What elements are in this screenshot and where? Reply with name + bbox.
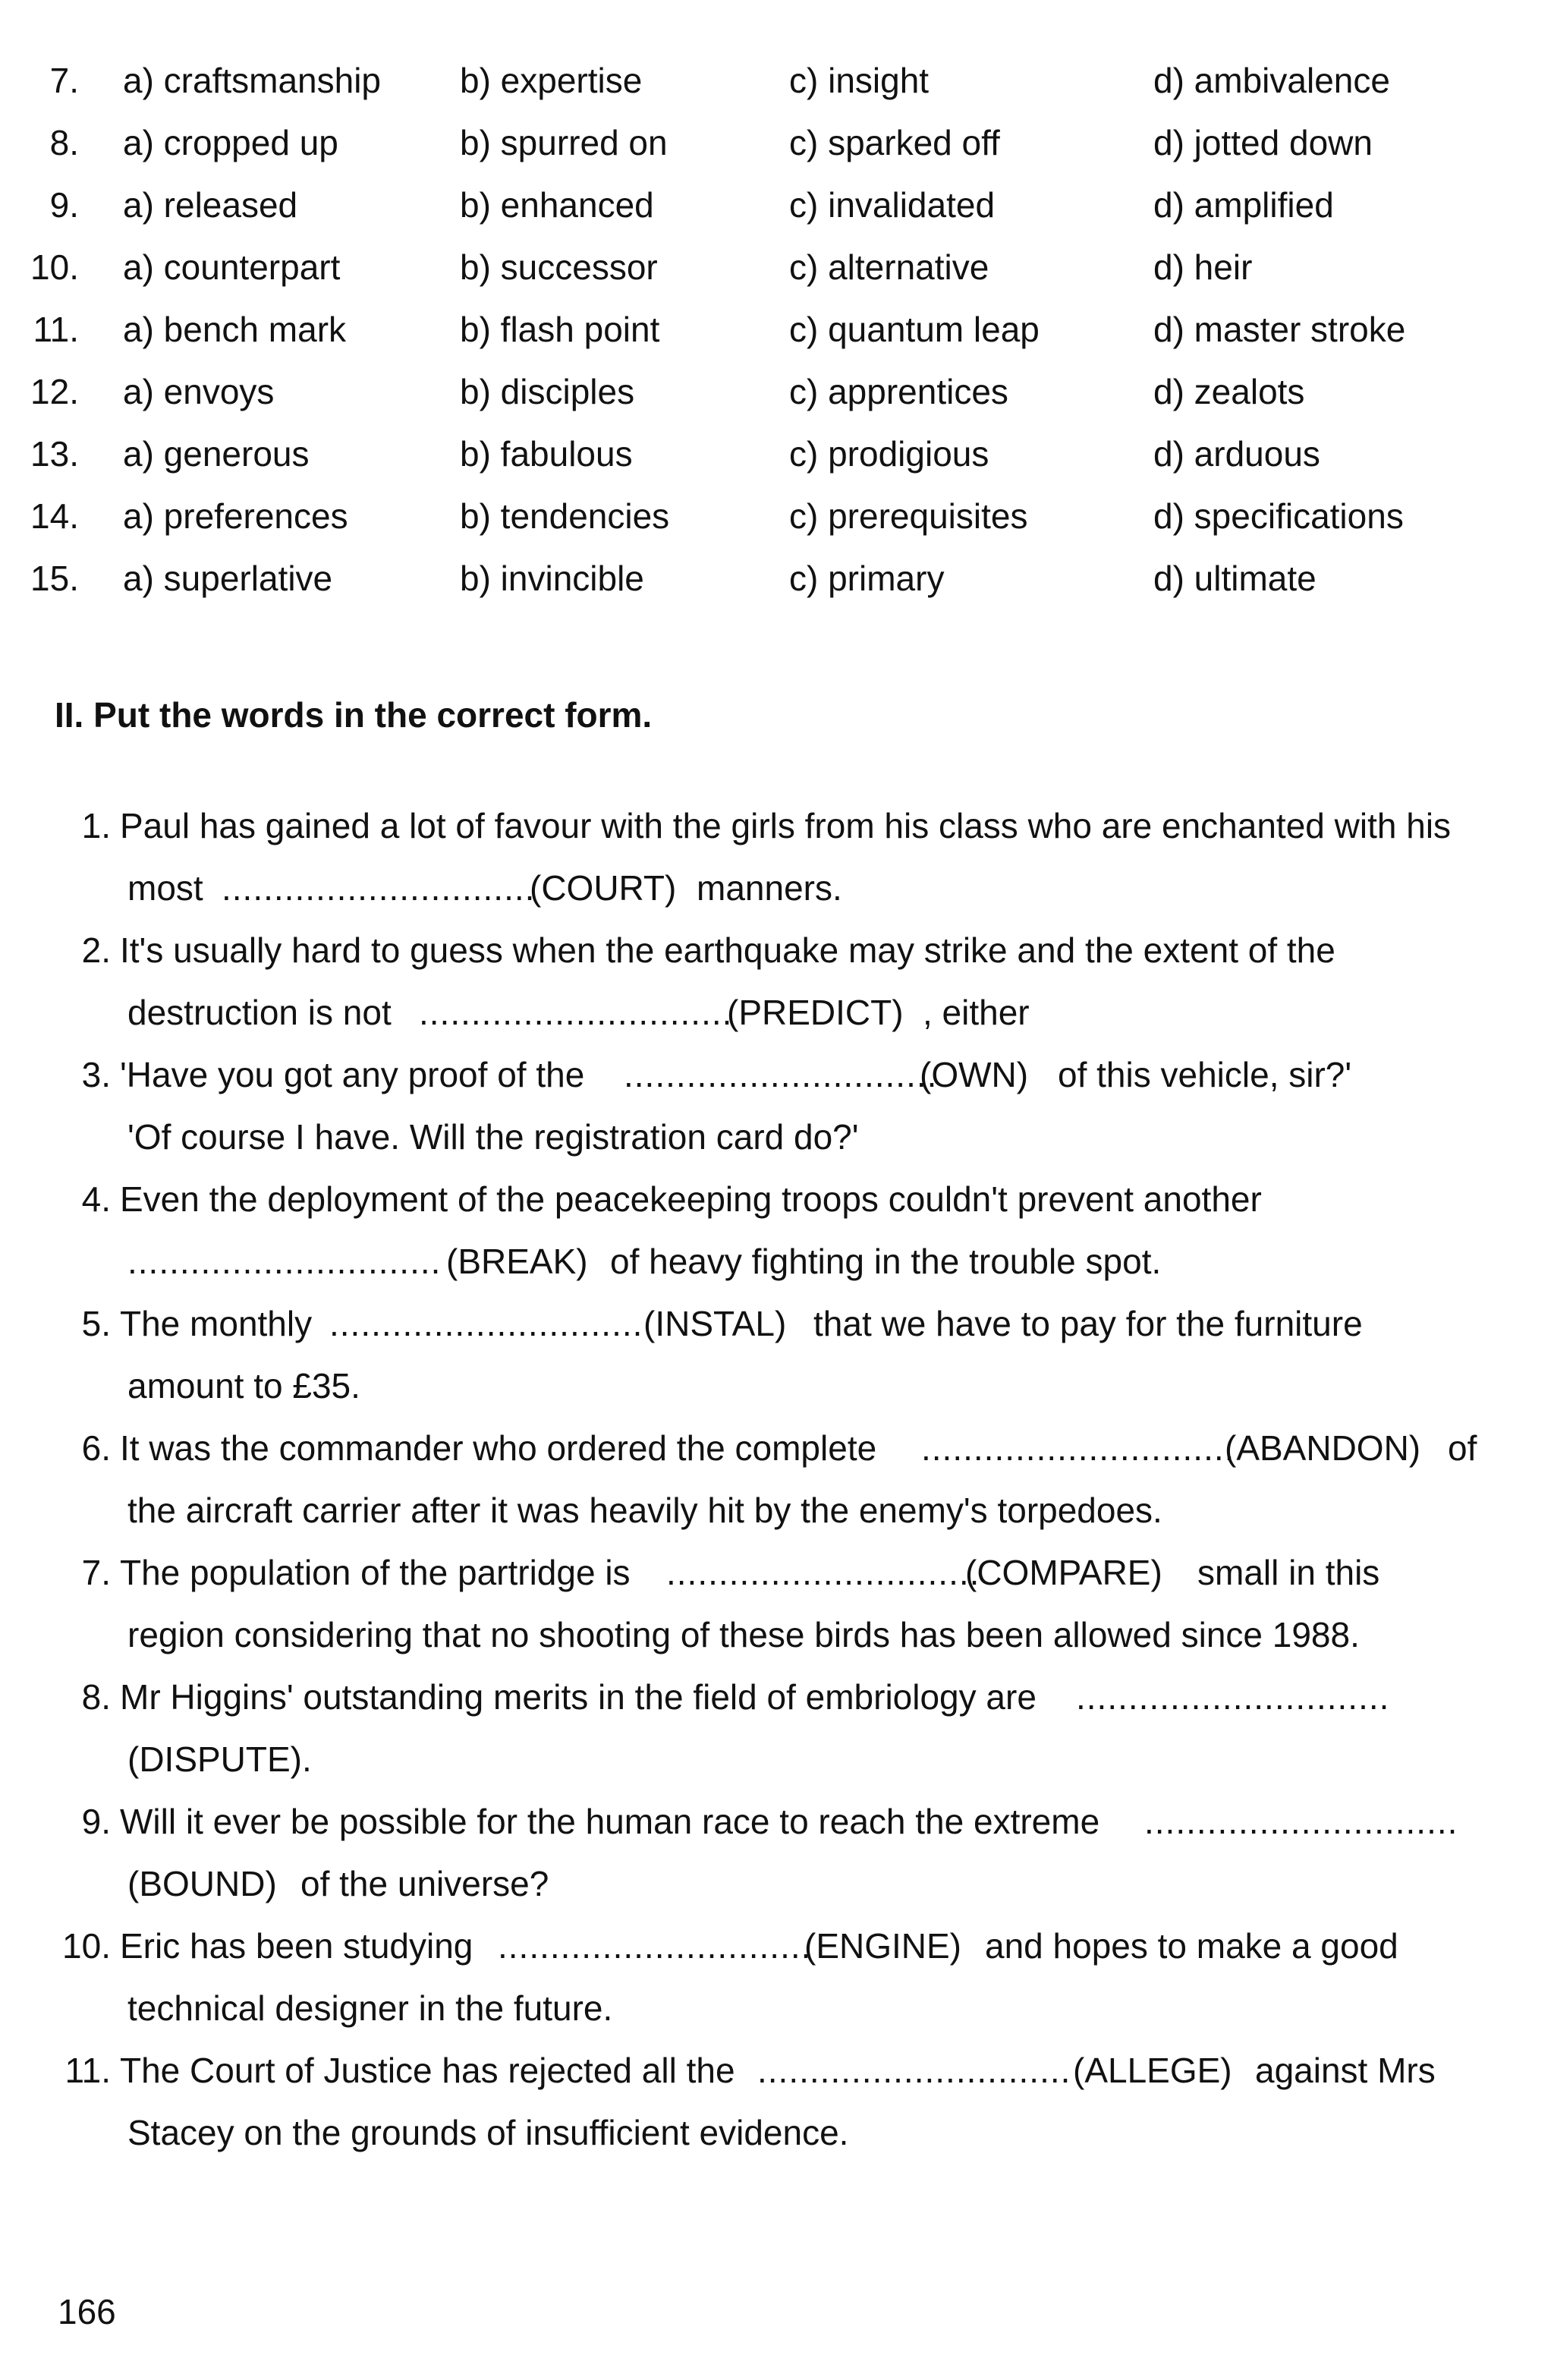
item-number: 9. <box>81 1802 111 1841</box>
answer-blank: .............................. <box>329 1304 643 1343</box>
question-number: 9. <box>49 185 79 225</box>
item-line <box>0 2048 1554 2093</box>
option-c: c) alternative <box>789 247 989 287</box>
answer-blank: .............................. <box>921 1428 1235 1468</box>
option-d: d) zealots <box>1153 372 1305 411</box>
item-text: It was the commander who ordered the complete <box>120 1428 877 1468</box>
option-d: d) heir <box>1153 247 1253 287</box>
keyword: (ENGINE) <box>804 1926 961 1966</box>
option-a: a) generous <box>123 434 310 474</box>
item-line <box>0 1176 1554 1222</box>
item-text: Paul has gained a lot of favour with the girls from his class who are enchanted with his <box>120 806 1452 845</box>
item-number: 6. <box>81 1428 111 1468</box>
item-text: that we have to pay for the furniture <box>813 1304 1363 1343</box>
item-number: 5. <box>81 1304 111 1343</box>
item-number: 7. <box>81 1553 111 1592</box>
mc-row <box>0 244 1554 290</box>
keyword: (COURT) <box>530 868 677 908</box>
question-number: 8. <box>49 123 79 162</box>
item-line <box>0 1550 1554 1595</box>
option-c: c) prodigious <box>789 434 989 474</box>
option-b: b) invincible <box>460 559 644 598</box>
item-text: The monthly <box>120 1304 313 1343</box>
item-text: Even the deployment of the peacekeeping troops couldn't prevent another <box>120 1179 1262 1219</box>
item-text: of this vehicle, sir?' <box>1058 1055 1352 1094</box>
item-number: 2. <box>81 930 111 970</box>
option-d: d) amplified <box>1153 185 1334 225</box>
option-c: c) quantum leap <box>789 310 1040 349</box>
item-text: 'Have you got any proof of the <box>120 1055 585 1094</box>
item-line <box>0 2110 1554 2155</box>
keyword: (DISPUTE). <box>127 1739 312 1779</box>
mc-row <box>0 120 1554 165</box>
option-b: b) spurred on <box>460 123 668 162</box>
option-c: c) sparked off <box>789 123 1000 162</box>
option-d: d) arduous <box>1153 434 1320 474</box>
item-number: 4. <box>81 1179 111 1219</box>
answer-blank: .............................. <box>419 993 733 1032</box>
option-d: d) specifications <box>1153 496 1404 536</box>
option-b: b) tendencies <box>460 496 670 536</box>
option-a: a) preferences <box>123 496 348 536</box>
option-a: a) craftsmanship <box>123 61 382 100</box>
item-line <box>0 927 1554 973</box>
item-text: The population of the partridge is <box>120 1553 631 1592</box>
item-line <box>0 1861 1554 1906</box>
item-number: 1. <box>81 806 111 845</box>
question-number: 15. <box>30 559 79 598</box>
option-c: c) invalidated <box>789 185 996 225</box>
item-number: 8. <box>81 1677 111 1717</box>
page-number: 166 <box>58 2292 116 2331</box>
item-number: 10. <box>62 1926 111 1966</box>
item-text: region considering that no shooting of these birds has been allowed since 1988. <box>127 1615 1360 1654</box>
item-line <box>0 1363 1554 1409</box>
item-text: of <box>1448 1428 1477 1468</box>
item-line <box>0 1301 1554 1346</box>
item-text: destruction is not <box>127 993 392 1032</box>
item-text: , either <box>923 993 1030 1032</box>
item-line <box>0 1612 1554 1658</box>
option-a: a) released <box>123 185 298 225</box>
keyword: (BREAK) <box>446 1242 588 1281</box>
question-number: 13. <box>30 434 79 474</box>
question-number: 11. <box>33 310 79 349</box>
item-text: Mr Higgins' outstanding merits in the field of embriology are <box>120 1677 1037 1717</box>
mc-row <box>0 369 1554 414</box>
item-number: 11. <box>64 2051 111 2090</box>
item-text: of heavy fighting in the trouble spot. <box>610 1242 1162 1281</box>
answer-blank: .............................. <box>757 2051 1071 2090</box>
item-number: 3. <box>81 1055 111 1094</box>
mc-row <box>0 307 1554 352</box>
answer-blank: .............................. <box>1076 1677 1390 1717</box>
item-line <box>0 1799 1554 1844</box>
item-text: manners. <box>697 868 842 908</box>
item-text: and hopes to make a good <box>985 1926 1398 1966</box>
option-b: b) successor <box>460 247 658 287</box>
option-c: c) prerequisites <box>789 496 1028 536</box>
keyword: (INSTAL) <box>643 1304 787 1343</box>
item-line <box>0 1736 1554 1782</box>
keyword: (PREDICT) <box>727 993 904 1032</box>
answer-blank: .............................. <box>1144 1802 1458 1841</box>
item-text: The Court of Justice has rejected all the <box>120 2051 735 2090</box>
item-line <box>0 1674 1554 1720</box>
item-line <box>0 1985 1554 2031</box>
option-d: d) ultimate <box>1153 559 1316 598</box>
keyword: (ALLEGE) <box>1073 2051 1232 2090</box>
option-b: b) enhanced <box>460 185 654 225</box>
item-line <box>0 990 1554 1035</box>
option-b: b) flash point <box>460 310 660 349</box>
option-a: a) counterpart <box>123 247 341 287</box>
option-d: d) master stroke <box>1153 310 1406 349</box>
question-number: 12. <box>30 372 79 411</box>
option-b: b) disciples <box>460 372 635 411</box>
keyword: (BOUND) <box>127 1864 277 1903</box>
item-line <box>0 803 1554 848</box>
item-line <box>0 1052 1554 1097</box>
option-b: b) expertise <box>460 61 643 100</box>
keyword: (OWN) <box>920 1055 1029 1094</box>
item-text: amount to £35. <box>127 1366 360 1406</box>
item-text: the aircraft carrier after it was heavily hit by the enemy's torpedoes. <box>127 1491 1162 1530</box>
item-text: of the universe? <box>300 1864 549 1903</box>
answer-blank: .............................. <box>127 1242 442 1281</box>
option-b: b) fabulous <box>460 434 633 474</box>
item-text: against Mrs <box>1255 2051 1436 2090</box>
answer-blank: .............................. <box>666 1553 980 1592</box>
mc-row <box>0 431 1554 477</box>
option-c: c) insight <box>789 61 930 100</box>
option-a: a) superlative <box>123 559 333 598</box>
option-a: a) envoys <box>123 372 275 411</box>
item-text: small in this <box>1197 1553 1380 1592</box>
question-number: 14. <box>30 496 79 536</box>
section-heading: II. Put the words in the correct form. <box>55 695 653 735</box>
answer-blank: .............................. <box>624 1055 938 1094</box>
item-line <box>0 865 1554 911</box>
option-d: d) ambivalence <box>1153 61 1390 100</box>
option-d: d) jotted down <box>1153 123 1373 162</box>
item-line <box>0 1923 1554 1969</box>
item-text: 'Of course I have. Will the registration card do?' <box>127 1117 859 1157</box>
option-c: c) apprentices <box>789 372 1008 411</box>
answer-blank: .............................. <box>498 1926 812 1966</box>
item-text: Will it ever be possible for the human race to reach the extreme <box>120 1802 1100 1841</box>
item-text: technical designer in the future. <box>127 1988 613 2028</box>
option-a: a) bench mark <box>123 310 347 349</box>
item-line <box>0 1239 1554 1284</box>
item-text: Stacey on the grounds of insufficient evidence. <box>127 2113 849 2152</box>
item-text: It's usually hard to guess when the earthquake may strike and the extent of the <box>120 930 1335 970</box>
mc-row <box>0 556 1554 601</box>
item-line <box>0 1425 1554 1471</box>
item-text: most <box>127 868 203 908</box>
item-text: Eric has been studying <box>120 1926 473 1966</box>
mc-row <box>0 58 1554 103</box>
question-number: 7. <box>49 61 79 100</box>
question-number: 10. <box>30 247 79 287</box>
item-line <box>0 1114 1554 1160</box>
mc-row <box>0 493 1554 539</box>
mc-row <box>0 182 1554 228</box>
answer-blank: .............................. <box>222 868 536 908</box>
keyword: (ABANDON) <box>1225 1428 1421 1468</box>
keyword: (COMPARE) <box>965 1553 1162 1592</box>
item-line <box>0 1488 1554 1533</box>
option-a: a) cropped up <box>123 123 338 162</box>
option-c: c) primary <box>789 559 945 598</box>
